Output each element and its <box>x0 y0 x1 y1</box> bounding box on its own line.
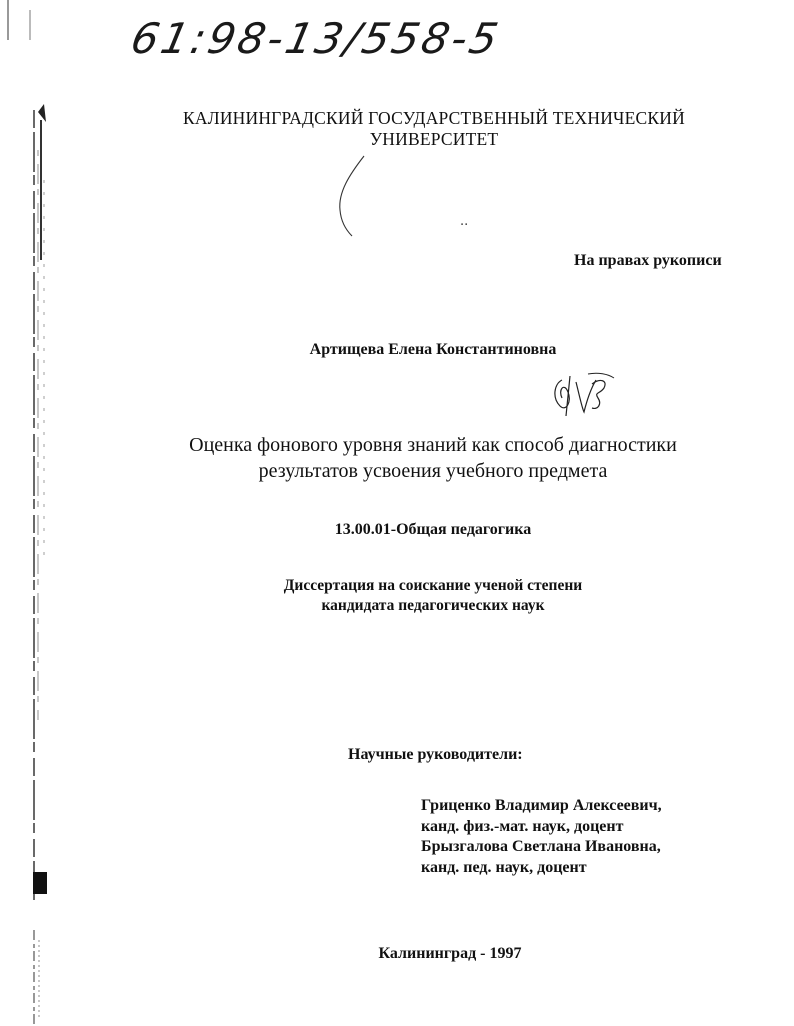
catalog-number: 61:98-13/558-5 <box>126 14 506 63</box>
supervisor-name: Гриценко Владимир Алексеевич, <box>421 797 662 814</box>
author-name: Артищева Елена Константиновна <box>309 341 557 358</box>
supervisor-credentials: канд. пед. наук, доцент <box>421 858 587 876</box>
university-line-1: КАЛИНИНГРАДСКИЙ ГОСУДАРСТВЕННЫЙ ТЕХНИЧЕСКИЙ <box>183 108 685 128</box>
dissertation-title <box>0 432 794 484</box>
supervisors-label: Научные руководители: <box>348 746 523 763</box>
handwritten-signature <box>548 368 618 420</box>
title-line-1: Оценка фонового уровня знаний как способ диагностики <box>189 434 677 456</box>
stray-mark: .. <box>460 214 469 229</box>
scan-edge-artifact <box>0 0 60 1026</box>
supervisor-credentials: канд. физ.-мат. наук, доцент <box>421 817 624 835</box>
degree-line-1: Диссертация на соискание ученой степени <box>283 577 583 594</box>
city-year: Калининград - 1997 <box>378 945 522 962</box>
university-line-2: УНИВЕРСИТЕТ <box>369 129 499 149</box>
degree-statement <box>0 576 794 616</box>
title-line-2: результатов усвоения учебного предмета <box>258 460 608 482</box>
supervisor-name: Брызгалова Светлана Ивановна, <box>421 838 661 855</box>
degree-line-2: кандидата педагогических наук <box>321 597 545 614</box>
specialty-code: 13.00.01-Общая педагогика <box>334 521 532 538</box>
rights-note: На правах рукописи <box>574 252 722 269</box>
supervisors-list <box>421 796 662 878</box>
pencil-mark <box>330 152 380 242</box>
university-name <box>0 108 794 150</box>
